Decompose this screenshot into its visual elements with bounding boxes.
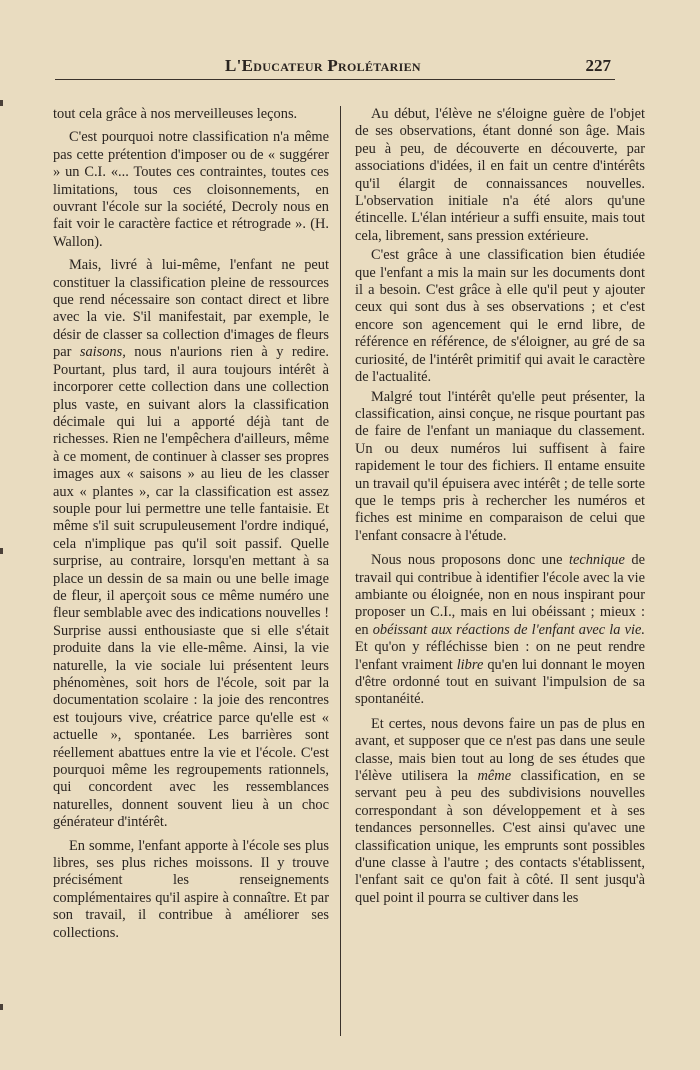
paragraph: Au début, l'élève ne s'éloigne guère de l'objet de ses observations, étant donné son âge. Mais peu à peu, de découverte en découverte, par associations d'idées, il en fait un centre d'intérêts qu'il élargit de connaissances nouvelles. L'observation initiale n'a été alors qu'une étincelle. L'élan intérieur a suffi ensuite, mais tout cela, librement, sans pression extérieure. (355, 106, 645, 244)
margin-mark (0, 548, 3, 554)
left-column (53, 106, 329, 948)
journal-title: L'Educateur Prolétarien (225, 56, 421, 75)
paragraph: tout cela grâce à nos merveilleuses leçons. (53, 106, 298, 122)
paragraph: Mais, livré à lui-même, l'enfant ne peut constituer la classification pleine de ressources que rend nécessaire son contact direct et libre avec la vie. S'il manifestait, par exemple, le désir de classer sa collection d'images de fleurs par saisons, nous n'aurions rien à y redire. Pourtant, plus tard, il aura toujours intérêt à incorporer cette collection dans une collection plus vaste, en suivant alors la classification décimale qui lui a apporté déjà tant de richesses. Rien ne l'empêchera d'ailleurs, même à ce moment, de continuer à classer ses propres images aux « saisons » au lieu de les classer aux « plantes », car la classification est assez souple pour lui permettre une telle fantaisie. Et même s'il suit scrupuleusement l'ordre indiqué, cela n'implique pas qu'il soit passif. Quelle surprise, au contraire, lorsqu'en mettant à sa place un dessin de sa main ou une belle image de fleur, il aperçoit sous ce même numéro une fleur semblable avec des indications nouvelles ! Surprise aussi enthousiaste que si elle s'était produite dans la vie elle-même. Ainsi, la vie naturelle, la vie sociale lui présentent leurs phénomènes, soit hors de l'école, soit par la documentation scolaire : la joie des rencontres est toujours vive, créatrice parce qu'elle est « actuelle », spontanée. Les barrières sont réellement abattues entre la vie et l'école. C'est pourquoi même les regroupements rationnels, qui concordent avec les ressemblances naturelles, donnent souvent lieu à un choc générateur d'intérêt. (53, 257, 330, 831)
column-divider (340, 106, 341, 1036)
paragraph: C'est pourquoi notre classification n'a même pas cette prétention d'imposer ou de « suggérer » un C.I. «... Toutes ces contraintes, toutes ces limitations, tous ces cloisonnements, en ouvrant l'école sur la société, Decroly nous en fait voir le caractère factice et rétrograde ». (H. Wallon). (53, 129, 329, 250)
paragraph: C'est grâce à une classification bien étudiée que l'enfant a mis la main sur les documents dont il a besoin. C'est grâce à elle qu'il peut y ajouter ceux qui sont dus à ses observations ; et c'est encore son agencement qui le ernd libre, de référence en référence, de s'éloigner, au gré de sa curiosité, de l'intérêt primitif qui avait le caractère de l'actualité. (355, 247, 645, 386)
paragraph: Nous nous proposons donc une technique de travail qui contribue à identifier l'école avec la vie ambiante ou éloignée, non en nous inspirant pour proposer un C.I., mais en lui obéissant ; mieux : en obéissant aux réactions de l'enfant avec la vie. Et qu'on y réfléchisse bien : on ne peut rendre l'enfant vraiment libre qu'en lui donnant le moyen d'être ordonné tout en suivant l'impulsion de sa spontanéité. (355, 552, 645, 708)
page-number: 227 (585, 56, 611, 75)
margin-mark (0, 100, 3, 106)
running-header (55, 56, 615, 80)
paragraph: En somme, l'enfant apporte à l'école ses plus libres, ses plus riches moissons. Il y trouve précisément les renseignements complémentaires qu'il aspire à connaître. Et par son travail, il contribue à améliorer ses collections. (53, 837, 329, 941)
margin-mark (0, 1004, 3, 1010)
paragraph: Et certes, nous devons faire un pas de plus en avant, et supposer que ce n'est pas dans une seule classe, mais bien tout au long de ses études que l'élève utilisera la même classification, en se servant peu à peu des subdivisions nouvelles correspondant à son développement et à ses tendances personnelles. C'est ainsi qu'avec une classification unique, les emprunts sont possibles d'une classe à l'autre ; des contacts s'établissent, l'enfant sait ce qu'on fait à côté. Il sent jusqu'à quel point il pourra se cultiver dans les (355, 715, 645, 906)
header-rule (55, 79, 615, 80)
paragraph: Malgré tout l'intérêt qu'elle peut présenter, la classification, ainsi conçue, ne risque pourtant pas de faire de l'enfant un maniaque du classement. Un ou deux numéros lui suffisent à faire rapidement le tour des fichiers. Il entame ensuite un travail qu'il épuisera avec intérêt ; de telle sorte que le temps pris à rechercher les numéros et fiches est minime en comparaison de celui que l'enfant consacre à l'étude. (355, 388, 645, 544)
right-column (355, 106, 645, 909)
